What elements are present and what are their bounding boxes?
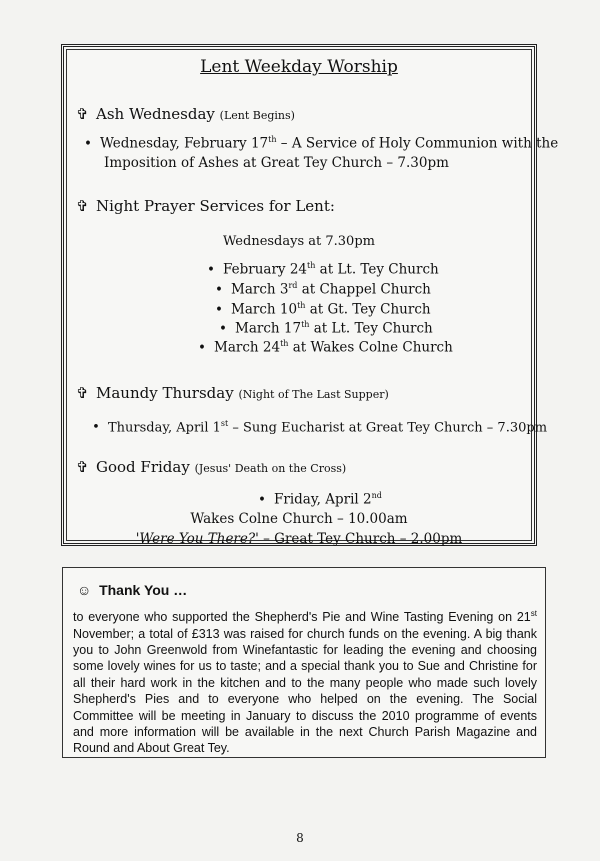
- ash-wednesday-heading: ✞ Ash Wednesday (Lent Begins): [76, 105, 295, 123]
- good-friday-line2: 'Were You There?' – Great Tey Church – 2.00pm: [135, 531, 463, 547]
- good-friday-line1: Wakes Colne Church – 10.00am: [190, 511, 408, 527]
- maundy-heading: ✞ Maundy Thursday (Night of The Last Supper): [76, 384, 389, 402]
- lent-title: Lent Weekday Worship: [200, 57, 398, 77]
- night-prayer-heading: ✞ Night Prayer Services for Lent:: [76, 197, 335, 215]
- good-friday-date: • Friday, April 2nd: [258, 491, 382, 508]
- ash-wednesday-line: • Wednesday, February 17th – A Service of Holy Communion with the: [84, 135, 559, 152]
- maundy-line: • Thursday, April 1st – Sung Eucharist at Great Tey Church – 7.30pm: [92, 419, 548, 436]
- lent-worship-box: [61, 44, 559, 547]
- night-item: • February 24th at Lt. Tey Church: [207, 261, 439, 278]
- night-item: • March 24th at Wakes Colne Church: [198, 339, 453, 356]
- thank-you-box: [62, 567, 546, 758]
- night-item: • March 10th at Gt. Tey Church: [215, 301, 431, 318]
- cross-icon: ✞: [76, 105, 89, 123]
- smiley-icon: ☺: [77, 582, 92, 598]
- page-number: 8: [296, 831, 304, 845]
- ash-wednesday-line2: Imposition of Ashes at Great Tey Church – 7.30pm: [104, 155, 449, 171]
- night-item: • March 3rd at Chappel Church: [215, 281, 431, 298]
- cross-icon: ✞: [76, 458, 89, 476]
- thank-you-text: to everyone who supported the Shepherd's Pie and Wine Tasting Evening on 21st November; a total of £313 was raised for church funds on the evening. A big thank you to John Greenwold from Winefantastic for leading the evening and choosing some lovely wines for us to taste; and a special thank you to Sue and Christine for all their hard work in the kitchen and to the many people who made such lovely Shepherd's Pies and to everyone who helped on the evening. The Social Committee will be meeting in January to discuss the 2010 programme of events and more information will be available in the next Church Parish Magazine and Round and About Great Tey.: [73, 609, 537, 756]
- cross-icon: ✞: [76, 384, 89, 402]
- night-prayer-sub: Wednesdays at 7.30pm: [223, 234, 375, 249]
- thank-you-heading: ☺ Thank You …: [77, 582, 188, 598]
- night-item: • March 17th at Lt. Tey Church: [219, 320, 433, 337]
- cross-icon: ✞: [76, 197, 89, 215]
- good-friday-heading: ✞ Good Friday (Jesus' Death on the Cross): [76, 458, 347, 476]
